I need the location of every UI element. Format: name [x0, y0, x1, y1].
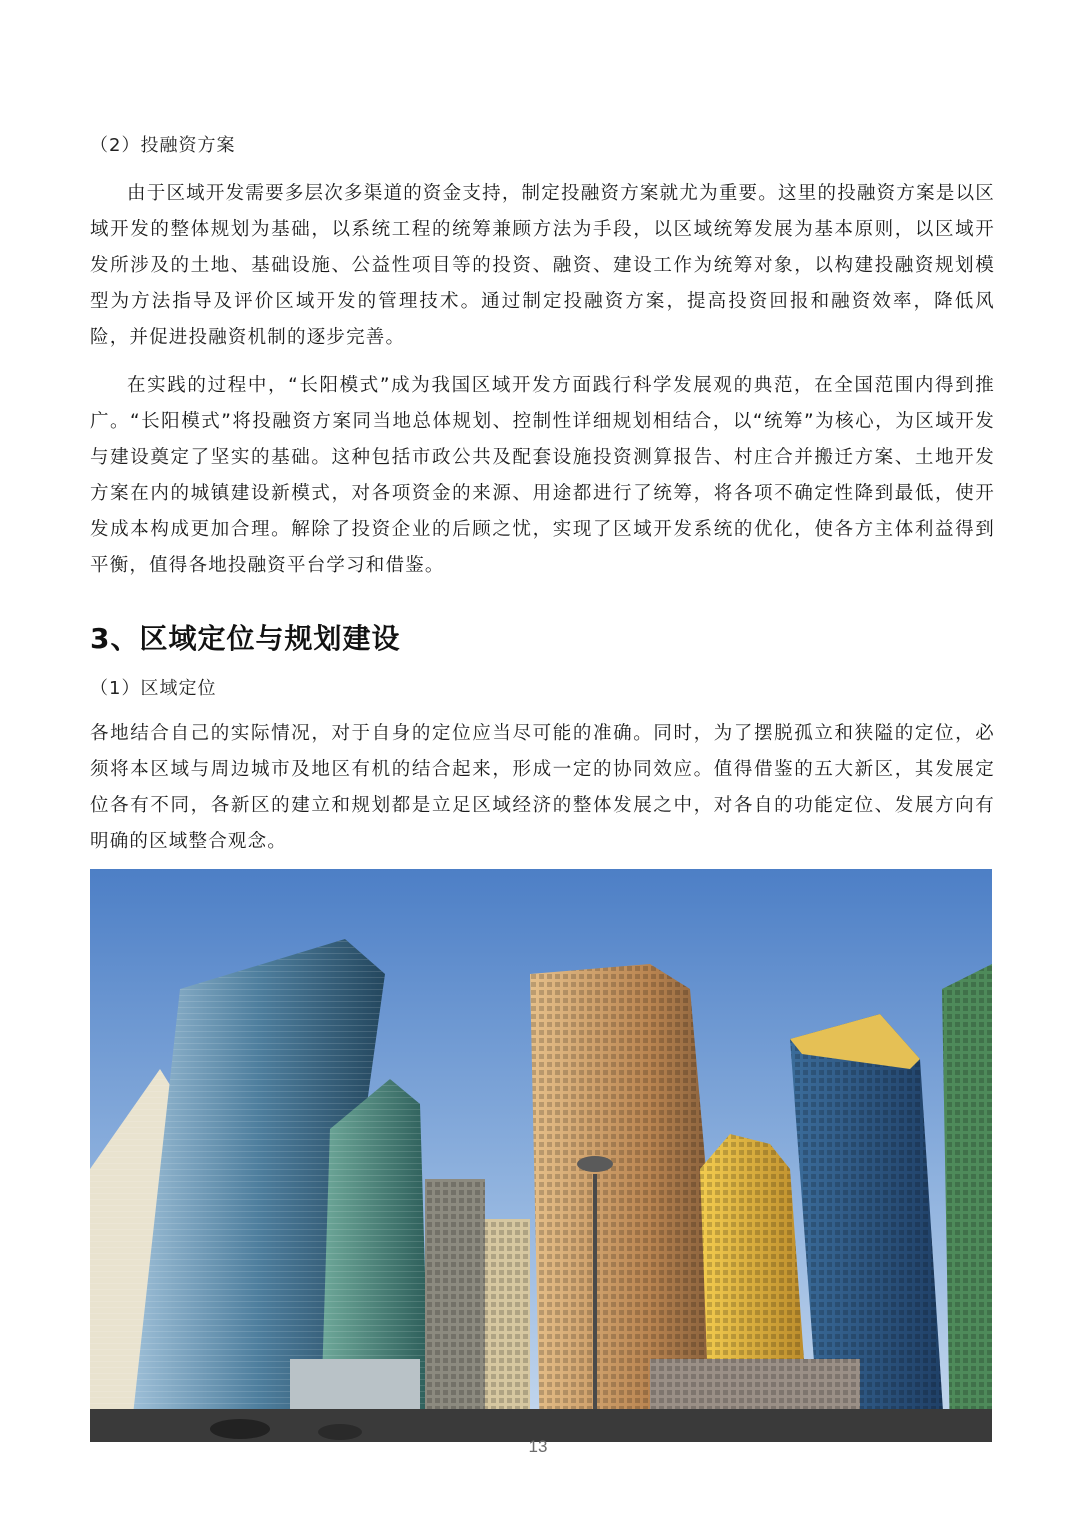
positioning-paragraph: 各地结合自己的实际情况，对于自身的定位应当尽可能的准确。同时，为了摆脱孤立和狭隘的定位，必须将本区域与周边城市及地区有机的结合起来，形成一定的协同效应。值得借鉴的五大新区，其发展定位各有不同，各新区的建立和规划都是立足区域经济的整体发展之中，对各自的功能定位、发展方向有明确的区域整合观念。 [90, 723, 995, 852]
page-number: 13 [528, 1437, 548, 1456]
skyscrapers-photo [90, 869, 992, 1442]
section-title: 3、区域定位与规划建设 [90, 622, 401, 655]
financing-paragraph-2: 在实践的过程中，“长阳模式”成为我国区域开发方面践行科学发展观的典范，在全国范围内得到推广。“长阳模式”将投融资方案同当地总体规划、控制性详细规划相结合，以“统筹”为核心，为区域开发与建设奠定了坚实的基础。这种包括市政公共及配套设施投资测算报告、村庄合并搬迁方案、土地开发方案在内的城镇建设新模式，对各项资金的来源、用途都进行了统筹，将各项不确定性降到最低，使开发成本构成更加合理。解除了投资企业的后顾之忧，实现了区域开发系统的优化，使各方主体利益得到平衡，值得各地投融资平台学习和借鉴。 [90, 375, 995, 576]
financing-paragraph-1: 由于区域开发需要多层次多渠道的资金支持，制定投融资方案就尤为重要。这里的投融资方案是以区域开发的整体规划为基础，以系统工程的统筹兼顾方法为手段，以区域统筹发展为基本原则，以区域开发所涉及的土地、基础设施、公益性项目等的投资、融资、建设工作为统筹对象，以构建投融资规划模型为方法指导及评价区域开发的管理技术。通过制定投融资方案，提高投资回报和融资效率，降低风险，并促进投融资机制的逐步完善。 [90, 183, 995, 348]
positioning-subheading: （1）区域定位 [90, 678, 217, 699]
financing-subheading: （2）投融资方案 [90, 135, 236, 156]
